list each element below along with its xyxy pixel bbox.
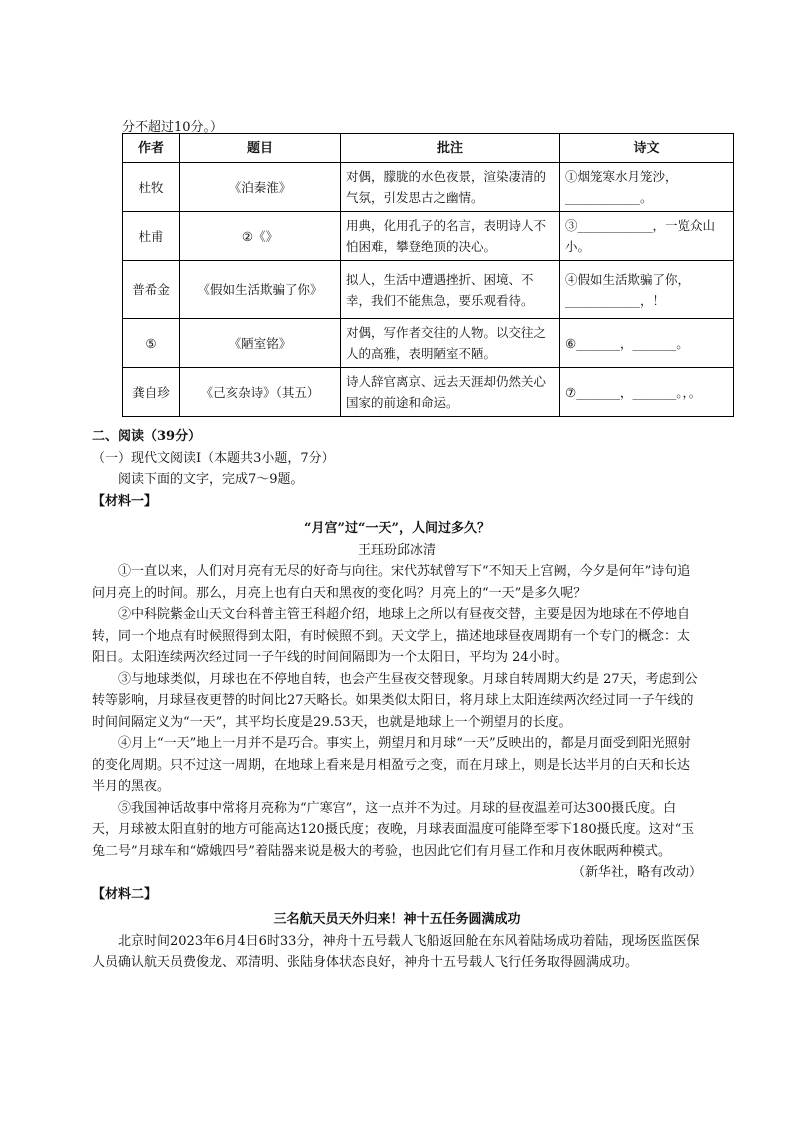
article2-paragraph: 北京时间2023年6月4日6时33分，神舟十五号载人飞船返回舱在东风着陆场成功着陆，现场医监医保人员确认航天员费俊龙、邓清明、张陆身体状态良好，神舟十五号载人飞行任务取得圆满成功。	[92, 933, 700, 970]
table-row	[123, 319, 734, 368]
cell-note: 对偶，朦胧的水色夜景，渲染凄清的气氛，引发思古之幽情。	[341, 163, 560, 212]
cell-poem: ⑦_______，_______。，。	[560, 368, 734, 417]
reading-instruction: 阅读下面的文字，完成7～9题。	[118, 472, 304, 487]
article1-source: （新华社，略有改动）	[571, 865, 702, 880]
cell-title: 《泊秦淮》	[180, 163, 341, 212]
cell-title: ②《》	[180, 212, 341, 261]
cell-title: 《假如生活欺骗了你》	[180, 261, 341, 319]
article1-title: “月宫”过“一天”，人间过多久？	[304, 521, 490, 536]
poem-table	[122, 133, 734, 417]
article2-title: 三名航天员天外归来！神十五任务圆满成功	[273, 912, 521, 927]
article1-paragraph: ③与地球类似，月球也在不停地自转，也会产生昼夜交替现象。月球自转周期大约是 27天，考虑到公转等影响，月球昼夜更替的时间比27天略长。如果类似太阳日，将月球上太阳连续两次经过同一子午线的时间间隔定义为“一天”，其平均长度是29.53天，也就是地球上一个朔望月的长度。	[92, 671, 698, 730]
article1-author: 王珏玢邱冰清	[357, 542, 436, 558]
cell-note: 对偶，写作者交往的人物。以交往之人的高雅，表明陋室不陋。	[341, 319, 560, 368]
header-poem: 诗文	[560, 134, 734, 163]
header-note: 批注	[341, 134, 560, 163]
material2-label: 【材料二】	[92, 886, 158, 902]
cell-note: 诗人辞官离京、远去天涯却仍然关心国家的前途和命运。	[341, 368, 560, 417]
cell-author: 龚自珍	[123, 368, 180, 417]
cell-author: ⑤	[123, 319, 180, 368]
header-title: 题目	[180, 134, 341, 163]
cell-author: 普希金	[123, 261, 180, 319]
intro-text: 分不超过10分。）	[122, 120, 224, 135]
subsection-heading: （一）现代文阅读Ⅰ（本题共3小题，7分）	[92, 450, 335, 466]
table-header-row	[123, 134, 734, 163]
cell-poem: ③____________，一览众山小。	[560, 212, 734, 261]
cell-poem: ①烟笼寒水月笼沙，____________。	[560, 163, 734, 212]
section-heading: 二、阅读（39分）	[92, 429, 202, 444]
cell-author: 杜牧	[123, 163, 180, 212]
cell-poem: ⑥_______，_______。	[560, 319, 734, 368]
article1-paragraph: ①一直以来，人们对月亮有无尽的好奇与向往。宋代苏轼曾写下“不知天上宫阙，今夕是何年”诗句追问月亮上的时间。那么，月亮上也有白天和黑夜的变化吗？月亮上的“一天”是多久呢？	[92, 564, 691, 601]
cell-author: 杜甫	[123, 212, 180, 261]
article1-paragraph: ②中科院紫金山天文台科普主管王科超介绍，地球上之所以有昼夜交替，主要是因为地球在不停地自转，同一个地点有时候照得到太阳，有时候照不到。天文学上，描述地球昼夜周期有一个专门的概念：太阳日。太阳连续两次经过同一子午线的时间间隔即为一个太阳日，平均为 24小时。	[92, 607, 691, 665]
cell-poem: ④假如生活欺骗了你，____________，！	[560, 261, 734, 319]
cell-note: 拟人，生活中遭遇挫折、困境、不幸，我们不能焦急，要乐观看待。	[341, 261, 560, 319]
table-row	[123, 212, 734, 261]
table-row	[123, 368, 734, 417]
article1-paragraph: ④月上“一天”地上一月并不是巧合。事实上，朔望月和月球“一天”反映出的，都是月面受到阳光照射的变化周期。只不过这一周期，在地球上看来是月相盈亏之变，而在月球上，则是长达半月的白天和长达半月的黑夜。	[92, 736, 691, 794]
header-author: 作者	[123, 134, 180, 163]
table-row	[123, 261, 734, 319]
cell-title: 《陋室铭》	[180, 319, 341, 368]
cell-title: 《己亥杂诗》（其五）	[180, 368, 341, 417]
material1-label: 【材料一】	[92, 493, 158, 509]
reading-section	[92, 426, 702, 974]
article1-paragraph: ⑤我国神话故事中常将月亮称为“广寒宫”，这一点并不为过。月球的昼夜温差可达300摄氏度。白天，月球被太阳直射的地方可能高达120摄氏度；夜晚，月球表面温度可能降至零下180摄氏度。这对“玉兔二号”月球车和“嫦娥四号”着陆器来说是极大的考验，也因此它们有月昼工作和月夜休眠两种模式。	[92, 800, 695, 859]
cell-note: 用典，化用孔子的名言，表明诗人不怕困难，攀登绝顶的决心。	[341, 212, 560, 261]
table-row	[123, 163, 734, 212]
